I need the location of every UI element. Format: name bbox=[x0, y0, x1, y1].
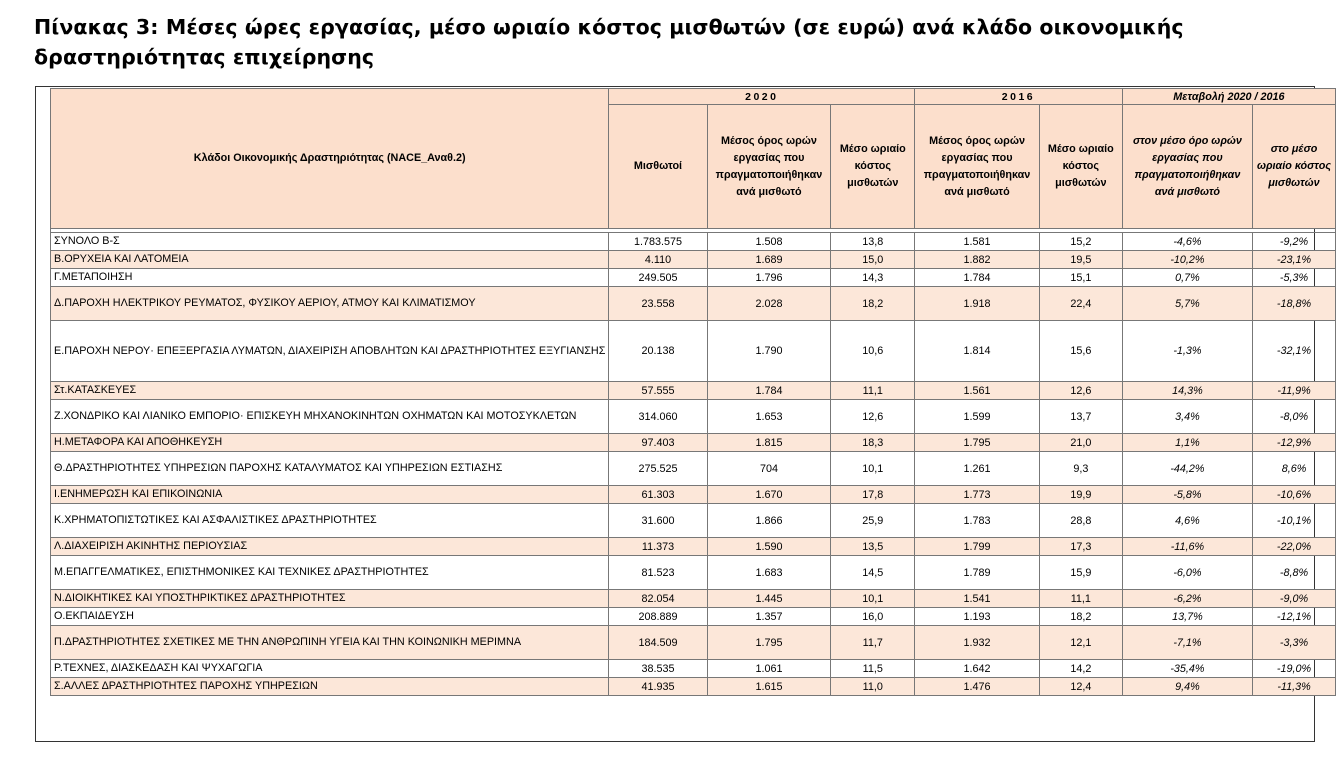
table-row bbox=[51, 434, 1336, 452]
cost-2020-cell: 17,8 bbox=[831, 486, 915, 504]
cost-2016-cell: 19,9 bbox=[1039, 486, 1122, 504]
table-row bbox=[51, 251, 1336, 269]
cost-2016-cell: 17,3 bbox=[1039, 538, 1122, 556]
hours-2016-cell: 1.541 bbox=[915, 590, 1040, 608]
hours-2016-cell: 1.784 bbox=[915, 269, 1040, 287]
sector-cell: Δ.ΠΑΡΟΧΗ ΗΛΕΚΤΡΙΚΟΥ ΡΕΥΜΑΤΟΣ, ΦΥΣΙΚΟΥ ΑΕΡΙΟΥ, ΑΤΜΟΥ ΚΑΙ ΚΛΙΜΑΤΙΣΜΟΥ bbox=[51, 287, 609, 321]
hours-2020-cell: 1.670 bbox=[707, 486, 831, 504]
hours-2016-cell: 1.918 bbox=[915, 287, 1040, 321]
sector-cell: Μ.ΕΠΑΓΓΕΛΜΑΤΙΚΕΣ, ΕΠΙΣΤΗΜΟΝΙΚΕΣ ΚΑΙ ΤΕΧΝΙΚΕΣ ΔΡΑΣΤΗΡΙΟΤΗΤΕΣ bbox=[51, 556, 609, 590]
hours-2020-cell: 1.795 bbox=[707, 626, 831, 660]
header-group-2020: 2020 bbox=[609, 89, 915, 105]
table-row bbox=[51, 452, 1336, 486]
employees-cell: 1.783.575 bbox=[609, 233, 707, 251]
change-hours-cell: 4,6% bbox=[1122, 504, 1252, 538]
employees-cell: 208.889 bbox=[609, 608, 707, 626]
hours-2020-cell: 1.784 bbox=[707, 382, 831, 400]
employees-cell: 275.525 bbox=[609, 452, 707, 486]
cost-2020-cell: 18,2 bbox=[831, 287, 915, 321]
change-hours-cell: 3,4% bbox=[1122, 400, 1252, 434]
sector-cell: Γ.ΜΕΤΑΠΟΙΗΣΗ bbox=[51, 269, 609, 287]
employees-cell: 314.060 bbox=[609, 400, 707, 434]
cost-2016-cell: 9,3 bbox=[1039, 452, 1122, 486]
change-hours-cell: 13,7% bbox=[1122, 608, 1252, 626]
cost-2016-cell: 15,6 bbox=[1039, 321, 1122, 382]
change-cost-cell: -32,1% bbox=[1253, 321, 1336, 382]
change-cost-cell: -23,1% bbox=[1253, 251, 1336, 269]
change-cost-cell: -22,0% bbox=[1253, 538, 1336, 556]
hours-2016-cell: 1.773 bbox=[915, 486, 1040, 504]
cost-2020-cell: 11,0 bbox=[831, 678, 915, 696]
change-cost-cell: -12,9% bbox=[1253, 434, 1336, 452]
header-hours-2020: Μέσος όρος ωρών εργασίας που πραγματοποιήθηκαν ανά μισθωτό bbox=[707, 105, 831, 229]
employees-cell: 38.535 bbox=[609, 660, 707, 678]
change-hours-cell: -7,1% bbox=[1122, 626, 1252, 660]
cost-2020-cell: 14,3 bbox=[831, 269, 915, 287]
cost-2016-cell: 13,7 bbox=[1039, 400, 1122, 434]
header-group-2016: 2016 bbox=[915, 89, 1123, 105]
cost-2016-cell: 12,6 bbox=[1039, 382, 1122, 400]
hours-2016-cell: 1.642 bbox=[915, 660, 1040, 678]
change-hours-cell: -10,2% bbox=[1122, 251, 1252, 269]
employees-cell: 23.558 bbox=[609, 287, 707, 321]
sector-cell: Ο.ΕΚΠΑΙΔΕΥΣΗ bbox=[51, 608, 609, 626]
table-row bbox=[51, 400, 1336, 434]
hours-2016-cell: 1.814 bbox=[915, 321, 1040, 382]
header-change-hours: στον μέσο όρο ωρών εργασίας που πραγματοποιήθηκαν ανά μισθωτό bbox=[1122, 105, 1252, 229]
cost-2016-cell: 28,8 bbox=[1039, 504, 1122, 538]
table-row bbox=[51, 626, 1336, 660]
employees-cell: 61.303 bbox=[609, 486, 707, 504]
table-row bbox=[51, 321, 1336, 382]
change-cost-cell: -9,0% bbox=[1253, 590, 1336, 608]
page-title: Πίνακας 3: Μέσες ώρες εργασίας, μέσο ωριαίο κόστος μισθωτών (σε ευρώ) ανά κλάδο οικονομικής δραστηριότητας επιχείρησης bbox=[34, 15, 1184, 69]
hours-2020-cell: 1.615 bbox=[707, 678, 831, 696]
cost-2020-cell: 15,0 bbox=[831, 251, 915, 269]
cost-2016-cell: 12,4 bbox=[1039, 678, 1122, 696]
hours-2020-cell: 1.790 bbox=[707, 321, 831, 382]
cost-2016-cell: 22,4 bbox=[1039, 287, 1122, 321]
hours-2020-cell: 704 bbox=[707, 452, 831, 486]
sector-cell: Σ.ΑΛΛΕΣ ΔΡΑΣΤΗΡΙΟΤΗΤΕΣ ΠΑΡΟΧΗΣ ΥΠΗΡΕΣΙΩΝ bbox=[51, 678, 609, 696]
header-employees: Μισθωτοί bbox=[609, 105, 707, 229]
cost-2016-cell: 15,9 bbox=[1039, 556, 1122, 590]
cost-2020-cell: 11,1 bbox=[831, 382, 915, 400]
cost-2020-cell: 12,6 bbox=[831, 400, 915, 434]
employees-cell: 82.054 bbox=[609, 590, 707, 608]
sector-cell: Στ.ΚΑΤΑΣΚΕΥΕΣ bbox=[51, 382, 609, 400]
hours-2020-cell: 1.508 bbox=[707, 233, 831, 251]
sector-cell: Ε.ΠΑΡΟΧΗ ΝΕΡΟΥ· ΕΠΕΞΕΡΓΑΣΙΑ ΛΥΜΑΤΩΝ, ΔΙΑΧΕΙΡΙΣΗ ΑΠΟΒΛΗΤΩΝ ΚΑΙ ΔΡΑΣΤΗΡΙΟΤΗΤΕΣ ΕΞΥΓΙΑΝΣΗΣ bbox=[51, 321, 609, 382]
change-hours-cell: -6,0% bbox=[1122, 556, 1252, 590]
table-row bbox=[51, 233, 1336, 251]
hours-2020-cell: 1.061 bbox=[707, 660, 831, 678]
hours-2016-cell: 1.193 bbox=[915, 608, 1040, 626]
hours-2020-cell: 2.028 bbox=[707, 287, 831, 321]
sector-cell: Ζ.ΧΟΝΔΡΙΚΟ ΚΑΙ ΛΙΑΝΙΚΟ ΕΜΠΟΡΙΟ· ΕΠΙΣΚΕΥΗ ΜΗΧΑΝΟΚΙΝΗΤΩΝ ΟΧΗΜΑΤΩΝ ΚΑΙ ΜΟΤΟΣΥΚΛΕΤΩΝ bbox=[51, 400, 609, 434]
hours-2016-cell: 1.476 bbox=[915, 678, 1040, 696]
table-row bbox=[51, 608, 1336, 626]
cost-2020-cell: 11,5 bbox=[831, 660, 915, 678]
hours-2016-cell: 1.789 bbox=[915, 556, 1040, 590]
cost-2016-cell: 19,5 bbox=[1039, 251, 1122, 269]
sector-cell: Λ.ΔΙΑΧΕΙΡΙΣΗ ΑΚΙΝΗΤΗΣ ΠΕΡΙΟΥΣΙΑΣ bbox=[51, 538, 609, 556]
change-cost-cell: 8,6% bbox=[1253, 452, 1336, 486]
table-row bbox=[51, 590, 1336, 608]
change-cost-cell: -19,0% bbox=[1253, 660, 1336, 678]
table-row bbox=[51, 678, 1336, 696]
table-row bbox=[51, 287, 1336, 321]
hours-2016-cell: 1.882 bbox=[915, 251, 1040, 269]
employees-cell: 41.935 bbox=[609, 678, 707, 696]
hours-2016-cell: 1.261 bbox=[915, 452, 1040, 486]
employees-cell: 97.403 bbox=[609, 434, 707, 452]
change-hours-cell: -44,2% bbox=[1122, 452, 1252, 486]
employees-cell: 11.373 bbox=[609, 538, 707, 556]
sector-cell: Θ.ΔΡΑΣΤΗΡΙΟΤΗΤΕΣ ΥΠΗΡΕΣΙΩΝ ΠΑΡΟΧΗΣ ΚΑΤΑΛΥΜΑΤΟΣ ΚΑΙ ΥΠΗΡΕΣΙΩΝ ΕΣΤΙΑΣΗΣ bbox=[51, 452, 609, 486]
change-cost-cell: -10,1% bbox=[1253, 504, 1336, 538]
table-row bbox=[51, 382, 1336, 400]
cost-2016-cell: 15,2 bbox=[1039, 233, 1122, 251]
cost-2020-cell: 10,6 bbox=[831, 321, 915, 382]
hours-2020-cell: 1.357 bbox=[707, 608, 831, 626]
change-cost-cell: -18,8% bbox=[1253, 287, 1336, 321]
employees-cell: 20.138 bbox=[609, 321, 707, 382]
change-hours-cell: -1,3% bbox=[1122, 321, 1252, 382]
employees-cell: 57.555 bbox=[609, 382, 707, 400]
sector-cell: Ρ.ΤΕΧΝΕΣ, ΔΙΑΣΚΕΔΑΣΗ ΚΑΙ ΨΥΧΑΓΩΓΙΑ bbox=[51, 660, 609, 678]
change-cost-cell: -11,3% bbox=[1253, 678, 1336, 696]
cost-2020-cell: 13,8 bbox=[831, 233, 915, 251]
table-row bbox=[51, 269, 1336, 287]
cost-2016-cell: 12,1 bbox=[1039, 626, 1122, 660]
employees-cell: 184.509 bbox=[609, 626, 707, 660]
hours-2020-cell: 1.683 bbox=[707, 556, 831, 590]
hours-2016-cell: 1.799 bbox=[915, 538, 1040, 556]
change-cost-cell: -5,3% bbox=[1253, 269, 1336, 287]
hours-2020-cell: 1.653 bbox=[707, 400, 831, 434]
hours-2020-cell: 1.866 bbox=[707, 504, 831, 538]
sector-cell: Π.ΔΡΑΣΤΗΡΙΟΤΗΤΕΣ ΣΧΕΤΙΚΕΣ ΜΕ ΤΗΝ ΑΝΘΡΩΠΙΝΗ ΥΓΕΙΑ ΚΑΙ ΤΗΝ ΚΟΙΝΩΝΙΚΗ ΜΕΡΙΜΝΑ bbox=[51, 626, 609, 660]
header-hours-2016: Μέσος όρος ωρών εργασίας που πραγματοποιήθηκαν ανά μισθωτό bbox=[915, 105, 1040, 229]
change-hours-cell: 1,1% bbox=[1122, 434, 1252, 452]
cost-2020-cell: 13,5 bbox=[831, 538, 915, 556]
hours-2020-cell: 1.796 bbox=[707, 269, 831, 287]
hours-2016-cell: 1.599 bbox=[915, 400, 1040, 434]
sector-cell: Ν.ΔΙΟΙΚΗΤΙΚΕΣ ΚΑΙ ΥΠΟΣΤΗΡΙΚΤΙΚΕΣ ΔΡΑΣΤΗΡΙΟΤΗΤΕΣ bbox=[51, 590, 609, 608]
cost-2016-cell: 18,2 bbox=[1039, 608, 1122, 626]
cost-2020-cell: 16,0 bbox=[831, 608, 915, 626]
header-sector: Κλάδοι Οικονομικής Δραστηριότητας (NACE_Αναθ.2) bbox=[51, 89, 609, 229]
hours-2016-cell: 1.795 bbox=[915, 434, 1040, 452]
cost-2016-cell: 21,0 bbox=[1039, 434, 1122, 452]
change-hours-cell: 14,3% bbox=[1122, 382, 1252, 400]
change-cost-cell: -12,1% bbox=[1253, 608, 1336, 626]
cost-2020-cell: 10,1 bbox=[831, 452, 915, 486]
table-row bbox=[51, 538, 1336, 556]
table-row bbox=[51, 486, 1336, 504]
cost-2016-cell: 14,2 bbox=[1039, 660, 1122, 678]
change-cost-cell: -11,9% bbox=[1253, 382, 1336, 400]
header-group-change: Μεταβολή 2020 / 2016 bbox=[1122, 89, 1335, 105]
cost-2020-cell: 14,5 bbox=[831, 556, 915, 590]
employees-cell: 31.600 bbox=[609, 504, 707, 538]
employees-cell: 81.523 bbox=[609, 556, 707, 590]
hours-2020-cell: 1.590 bbox=[707, 538, 831, 556]
change-hours-cell: 9,4% bbox=[1122, 678, 1252, 696]
header-change-cost: στο μέσο ωριαίο κόστος μισθωτών bbox=[1253, 105, 1336, 229]
sector-cell: Ι.ΕΝΗΜΕΡΩΣΗ ΚΑΙ ΕΠΙΚΟΙΝΩΝΙΑ bbox=[51, 486, 609, 504]
employees-cell: 4.110 bbox=[609, 251, 707, 269]
table-row bbox=[51, 660, 1336, 678]
change-hours-cell: -35,4% bbox=[1122, 660, 1252, 678]
table-row bbox=[51, 556, 1336, 590]
data-table bbox=[50, 88, 1336, 696]
hours-2016-cell: 1.932 bbox=[915, 626, 1040, 660]
hours-2016-cell: 1.581 bbox=[915, 233, 1040, 251]
change-cost-cell: -8,8% bbox=[1253, 556, 1336, 590]
change-cost-cell: -10,6% bbox=[1253, 486, 1336, 504]
header-cost-2016: Μέσο ωριαίο κόστος μισθωτών bbox=[1039, 105, 1122, 229]
cost-2020-cell: 11,7 bbox=[831, 626, 915, 660]
sector-cell: Η.ΜΕΤΑΦΟΡΑ ΚΑΙ ΑΠΟΘΗΚΕΥΣΗ bbox=[51, 434, 609, 452]
cost-2020-cell: 25,9 bbox=[831, 504, 915, 538]
cost-2016-cell: 11,1 bbox=[1039, 590, 1122, 608]
table-row bbox=[51, 504, 1336, 538]
cost-2016-cell: 15,1 bbox=[1039, 269, 1122, 287]
change-hours-cell: -5,8% bbox=[1122, 486, 1252, 504]
change-hours-cell: 0,7% bbox=[1122, 269, 1252, 287]
change-cost-cell: -8,0% bbox=[1253, 400, 1336, 434]
change-hours-cell: -4,6% bbox=[1122, 233, 1252, 251]
change-cost-cell: -3,3% bbox=[1253, 626, 1336, 660]
sector-cell: Κ.ΧΡΗΜΑΤΟΠΙΣΤΩΤΙΚΕΣ ΚΑΙ ΑΣΦΑΛΙΣΤΙΚΕΣ ΔΡΑΣΤΗΡΙΟΤΗΤΕΣ bbox=[51, 504, 609, 538]
hours-2016-cell: 1.561 bbox=[915, 382, 1040, 400]
sector-cell: Β.ΟΡΥΧΕΙΑ ΚΑΙ ΛΑΤΟΜΕΙΑ bbox=[51, 251, 609, 269]
hours-2020-cell: 1.815 bbox=[707, 434, 831, 452]
change-cost-cell: -9,2% bbox=[1253, 233, 1336, 251]
hours-2016-cell: 1.783 bbox=[915, 504, 1040, 538]
change-hours-cell: 5,7% bbox=[1122, 287, 1252, 321]
sector-cell: ΣΥΝΟΛΟ Β-Σ bbox=[51, 233, 609, 251]
change-hours-cell: -6,2% bbox=[1122, 590, 1252, 608]
cost-2020-cell: 18,3 bbox=[831, 434, 915, 452]
hours-2020-cell: 1.445 bbox=[707, 590, 831, 608]
change-hours-cell: -11,6% bbox=[1122, 538, 1252, 556]
header-cost-2020: Μέσο ωριαίο κόστος μισθωτών bbox=[831, 105, 915, 229]
employees-cell: 249.505 bbox=[609, 269, 707, 287]
cost-2020-cell: 10,1 bbox=[831, 590, 915, 608]
hours-2020-cell: 1.689 bbox=[707, 251, 831, 269]
table-body bbox=[51, 233, 1336, 696]
